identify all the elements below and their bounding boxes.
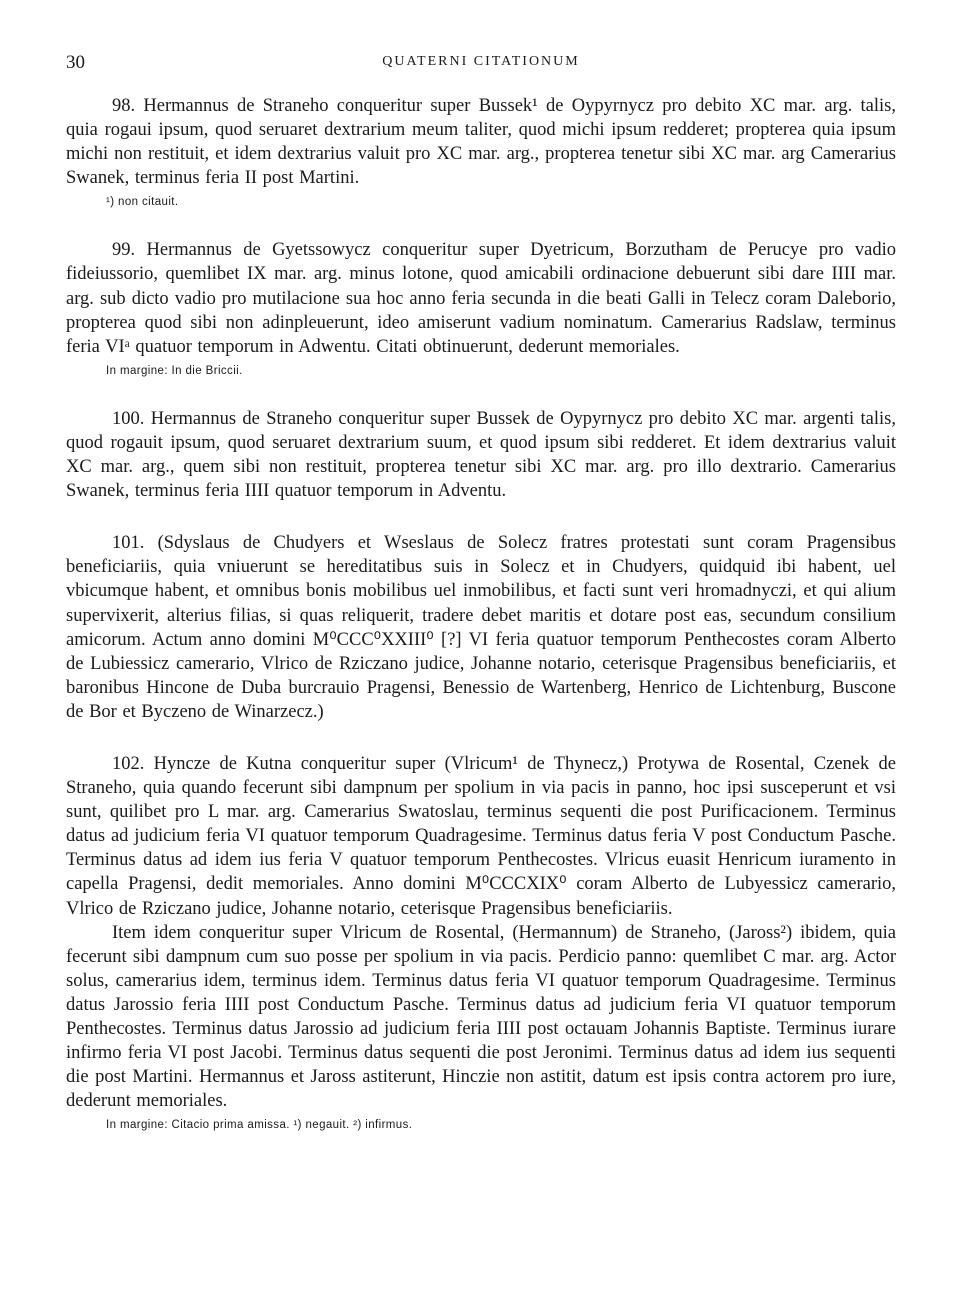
entry-102: 102. Hyncze de Kutna conqueritur super (Vlricum¹ de Thynecz,) Protywa de Rosental, Czenek de Straneho, quia quando fecerunt sibi dampnum per spolium in via pacis in panno, hoc ipsi susceperunt et vsi sunt, quilibet pro L mar. arg. Camerarius Swatoslau, terminus sequenti die post Purificacionem. Terminus datus ad judicium feria VI quatuor temporum Quadragesime. Terminus datus feria V post Conductum Pasche. Terminus datus ad idem ius feria V quatuor temporum Penthecostes. Vlricus euasit Henricum iuramento in capella Pragensi, dedit memoriales. Anno domini M⁰CCCXIX⁰ coram Alberto de Lubyessicz camerario, Vlrico de Rziczano judice, Johanne notario, ceterisque Pragensibus beneficiariis.	[66, 753, 896, 919]
margin-note-102: In margine: Citacio prima amissa. ¹) negauit. ²) infirmus.	[106, 1119, 413, 1132]
margin-note-99: In margine: In die Briccii.	[106, 364, 243, 377]
page-number: 30	[66, 52, 85, 73]
page-header	[66, 52, 896, 80]
footnote-98: ¹) non citauit.	[106, 196, 179, 209]
running-title: QUATERNI CITATIONUM	[382, 54, 580, 69]
page	[66, 52, 896, 1133]
entry-102-continuation: Item idem conqueritur super Vlricum de Rosental, (Hermannum) de Straneho, (Jaross²) ibidem, quia fecerunt sibi dampnum cum suo posse per spolium in via pacis. Perdicio panno: quemlibet C mar. arg. Actor solus, camerarius idem, terminus idem. Terminus datus feria VI quatuor temporum Quadragesime. Terminus datus Jarossio feria IIII post Conductum Pasche. Terminus datus ad judicium feria VI quatuor temporum Penthecostes. Terminus datus Jarossio ad judicium feria IIII post octauam Johannis Baptiste. Terminus iurare infirmo feria VI post Jacobi. Terminus datus sequenti die post Jeronimi. Terminus datus ad idem ius sequenti die post Martini. Hermannus et Jaross astiterunt, Hinczie non astitit, datum est ipsis contra actorem pro iure, dederunt memoriales.	[66, 922, 896, 1112]
entry-99: 99. Hermannus de Gyetssowycz conqueritur super Dyetricum, Borzutham de Perucye pro vadio fideiussorio, quemlibet IX mar. arg. minus lotone, quod amicabili ordinacione debuerunt sibi dare IIII mar. arg. sub dicto vadio pro mutilacione sua hoc anno feria secunda in die beati Galli in Telecz coram Daleborio, propterea quod sibi non adinpleuerunt, ideo amiserunt vadium nominatum. Camerarius Radslaw, terminus feria VIᵃ quatuor temporum in Adwentu. Citati obtinuerunt, dederunt memoriales.	[66, 240, 896, 357]
entry-98: 98. Hermannus de Straneho conqueritur super Bussek¹ de Oypyrnycz pro debito XC mar. arg. talis, quia rogaui ipsum, quod seruaret dextrarium meum taliter, quod michi ipsum redderet; propterea quia ipsum michi non restituit, et idem dextrarius valuit pro XC mar. arg., propterea tenetur sibi XC mar. arg Camerarius Swanek, terminus feria II post Martini.	[66, 96, 896, 189]
entry-100: 100. Hermannus de Straneho conqueritur super Bussek de Oypyrnycz pro debito XC mar. argenti talis, quod rogauit ipsum, quod seruaret dextrarium suum, et quod ipsum sibi redderet. Et idem dextrarius valuit XC mar. arg., quem sibi non restituit, propterea tenetur sibi XC mar. arg. pro illo dextrario. Camerarius Swanek, terminus feria IIII quatuor temporum in Adventu.	[66, 408, 896, 502]
entry-101: 101. (Sdyslaus de Chudyers et Wseslaus de Solecz fratres protestati sunt coram Pragensibus beneficiariis, quia vniuerunt se hereditatibus suis in Solecz et in Chudyers, quidquid ibi habent, uel vbicumque habent, et omnibus bonis mobilibus uel inmobilibus, et facti sunt veri hromadnyczi, et qui alium supervixerit, alterius filias, si quas reliquerit, tradere debet maritis et dotare post eas, secundum consilium amicorum. Actum anno domini M⁰CCC⁰XXIII⁰ [?] VI feria quatuor temporum Penthecostes coram Alberto de Lubiessicz camerario, Vlrico de Rziczano judice, Johanne notario, ceterisque Pragensibus beneficiariis, et baronibus Hincone de Duba burcrauio Pragensi, Benessio de Wartenberg, Henrico de Lichtenburg, Buscone de Bor et Byczeno de Winarzecz.)	[66, 533, 896, 722]
